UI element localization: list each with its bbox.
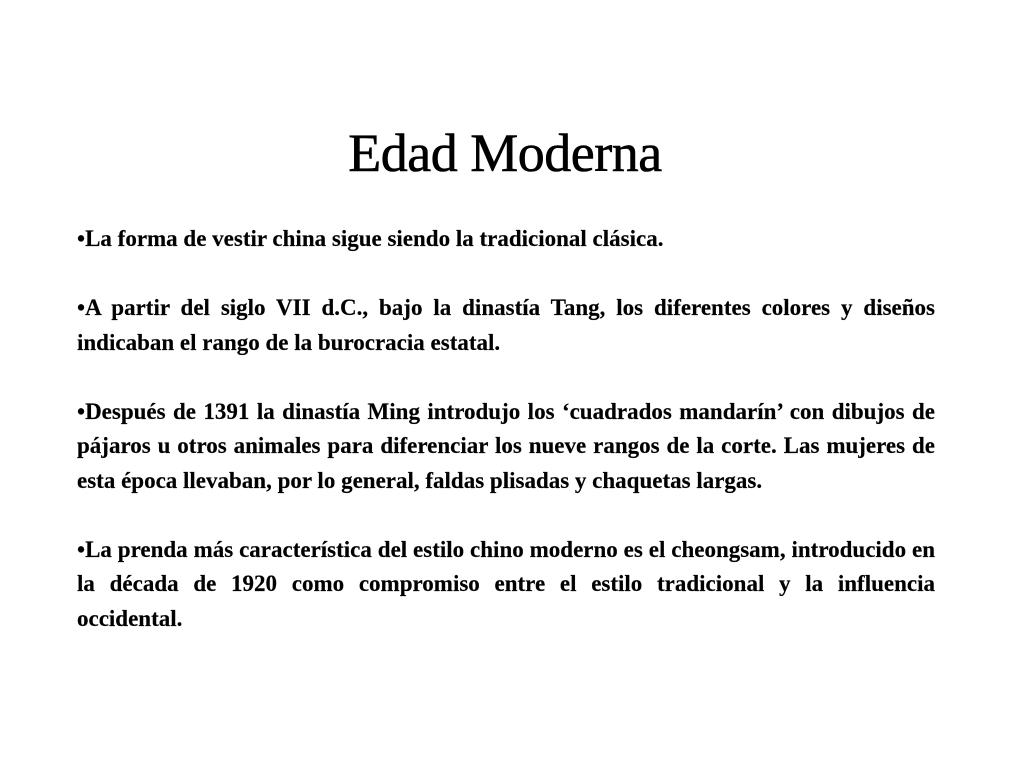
bullet-marker: • xyxy=(77,226,86,251)
bullet-item xyxy=(77,291,935,360)
bullet-marker: • xyxy=(77,398,86,424)
bullet-marker: • xyxy=(77,536,86,562)
bullet-text: La prenda más característica del estilo chino moderno es el cheongsam, introducido en la década de 1920 como compromiso entre el estilo tradicional y la influencia occidental. xyxy=(77,536,935,631)
bullet-item xyxy=(77,222,935,257)
slide-title: Edad Moderna xyxy=(348,123,662,183)
bullet-marker: • xyxy=(77,295,86,320)
bullet-item xyxy=(77,533,935,637)
bullet-item xyxy=(77,395,935,499)
bullet-text: La forma de vestir china sigue siendo la tradicional clásica. xyxy=(85,226,664,251)
slide-body xyxy=(77,222,935,636)
bullet-text: A partir del siglo VII d.C., bajo la dinastía Tang, los diferentes colores y diseños indicaban el rango de la burocracia estatal. xyxy=(77,295,935,355)
bullet-text: Después de 1391 la dinastía Ming introdujo los ‘cuadrados mandarín’ con dibujos de pájaros u otros animales para diferenciar los nueve rangos de la corte. Las mujeres de esta época llevaban, por lo general, faldas plisadas y chaquetas largas. xyxy=(77,398,935,493)
